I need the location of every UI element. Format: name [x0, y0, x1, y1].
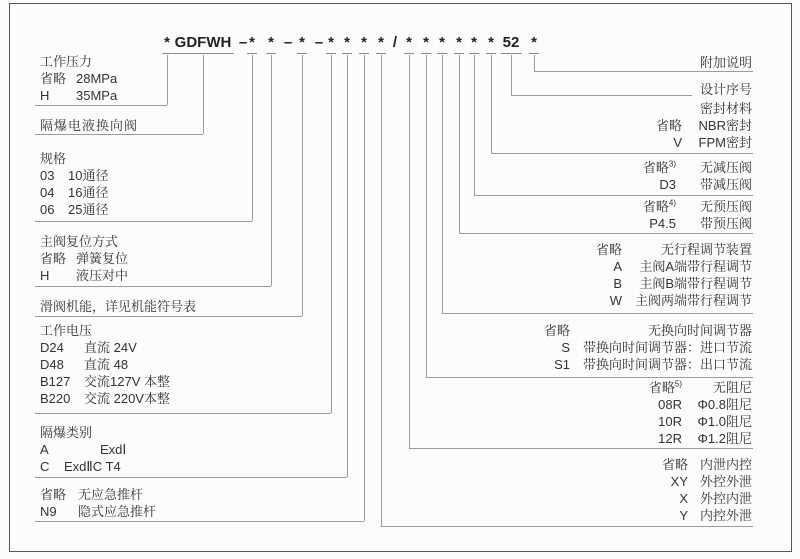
- code-token: *: [162, 34, 172, 54]
- code-token: 52: [501, 34, 522, 54]
- option-row: [40, 184, 108, 201]
- label: 无换向时间调节器: [647, 323, 752, 338]
- option-row: [596, 275, 752, 292]
- code-token: *: [404, 34, 414, 54]
- label: 带换向时间调节器：进口节流: [582, 340, 752, 355]
- leader-line: [35, 521, 364, 522]
- code-token: *: [469, 34, 479, 54]
- explosion-proof-class-block: [40, 424, 126, 475]
- label: NBR密封: [698, 118, 752, 133]
- label: FPM密封: [698, 135, 752, 150]
- label: 主阀复位方式: [40, 234, 119, 249]
- label: 无预压阀: [699, 199, 752, 214]
- block-title: [656, 100, 752, 117]
- label: 隐式应急推杆: [78, 504, 157, 519]
- working-voltage-block: [40, 322, 170, 407]
- leader-line: [459, 55, 460, 233]
- leader-line: [474, 195, 753, 196]
- code: 10R: [658, 414, 682, 429]
- label: 28MPa: [76, 71, 118, 86]
- label: 交流127V 本整: [84, 374, 170, 389]
- leader-line: [364, 55, 365, 521]
- option-row: [656, 134, 752, 151]
- label: 工作压力: [40, 54, 93, 69]
- option-row: [544, 322, 752, 339]
- label: 液压对中: [76, 268, 129, 283]
- leader-line: [302, 55, 303, 316]
- label: 无减压阀: [699, 160, 752, 175]
- leader-line: [459, 233, 753, 234]
- label: Φ1.2阻尼: [697, 431, 752, 446]
- label: 带预压阀: [699, 216, 752, 231]
- leader-line: [271, 55, 272, 286]
- code-separator: –: [238, 34, 248, 51]
- label: 内控外泄: [699, 508, 752, 523]
- code-token: *: [486, 34, 496, 54]
- label: 16通径: [68, 185, 109, 200]
- option-row: [596, 292, 752, 309]
- label: 主阀A端带行程调节: [639, 259, 752, 274]
- code-token: *: [454, 34, 464, 54]
- leader-line: [511, 55, 512, 95]
- label: 附加说明: [699, 55, 752, 70]
- code: D48: [40, 357, 64, 372]
- label: 密封材料: [699, 101, 752, 116]
- leader-line: [35, 286, 271, 287]
- working-pressure-block: [40, 53, 117, 104]
- code: H: [40, 88, 50, 103]
- code: 08R: [658, 397, 682, 412]
- code: B: [613, 276, 622, 291]
- leader-line: [474, 55, 475, 195]
- label: 直流 48: [84, 357, 129, 372]
- block-title: [40, 53, 117, 70]
- leader-line: [35, 413, 331, 414]
- block-title: [700, 81, 752, 98]
- code: D24: [40, 340, 64, 355]
- code: 省略: [40, 251, 67, 266]
- code: Y: [679, 508, 688, 523]
- block-title: [40, 298, 196, 315]
- leader-line: [442, 313, 753, 314]
- code: 省略: [655, 118, 682, 133]
- code: H: [40, 268, 50, 283]
- label: 10通径: [68, 168, 109, 183]
- leader-line: [511, 95, 692, 96]
- code: A: [40, 442, 49, 457]
- leader-line: [203, 55, 204, 134]
- option-row: [40, 486, 156, 503]
- label: ExdⅠ: [100, 442, 127, 457]
- code: 12R: [658, 431, 682, 446]
- label: 带减压阀: [699, 177, 752, 192]
- option-row: [40, 390, 170, 407]
- code: N9: [40, 504, 57, 519]
- code: 04: [40, 185, 55, 200]
- leader-line: [409, 448, 753, 449]
- label: 25通径: [68, 202, 109, 217]
- code: C: [40, 459, 50, 474]
- code: 省略: [543, 323, 570, 338]
- leader-line: [426, 55, 427, 377]
- leader-line: [534, 55, 535, 71]
- leader-line: [252, 55, 253, 221]
- label: Φ1.0阻尼: [697, 414, 752, 429]
- label: 外控外泄: [699, 474, 752, 489]
- code: A: [613, 259, 622, 274]
- footnote-ref: 5): [674, 379, 682, 389]
- leader-line: [491, 153, 753, 154]
- label: 内泄内控: [699, 457, 752, 472]
- leader-line: [331, 55, 332, 413]
- option-row: [40, 503, 156, 520]
- label: 隔爆电液换向阀: [40, 118, 139, 133]
- label: 主阀两端带行程调节: [634, 293, 752, 308]
- label: 交流 220V本整: [84, 391, 170, 406]
- code-token: *: [297, 34, 307, 54]
- reducing-valve-block: [643, 159, 752, 193]
- code-token: *: [247, 34, 257, 54]
- code-token: *: [376, 34, 386, 54]
- label: 无行程调节装置: [660, 242, 752, 257]
- code-token: *: [342, 34, 352, 54]
- stroke-adjuster-block: [596, 241, 752, 309]
- leader-line: [381, 55, 382, 526]
- block-title: [40, 322, 170, 339]
- code: X: [679, 491, 688, 506]
- option-row: [544, 339, 752, 356]
- option-row: [662, 490, 752, 507]
- leader-line: [442, 55, 443, 313]
- code: W: [609, 293, 622, 308]
- label: 主阀B端带行程调节: [639, 276, 752, 291]
- leader-line: [35, 316, 302, 317]
- option-row: [40, 356, 170, 373]
- label: 设计序号: [699, 82, 752, 97]
- seal-material-block: [656, 100, 752, 151]
- code-token: *: [437, 34, 447, 54]
- option-row: [662, 507, 752, 524]
- leader-line: [381, 526, 753, 527]
- option-row: [649, 396, 752, 413]
- additional-note-block: [700, 54, 752, 71]
- option-row: [40, 458, 126, 475]
- option-row: [40, 250, 128, 267]
- label: ExdⅡC T4: [64, 459, 121, 474]
- code-separator: –: [283, 34, 293, 51]
- main-valve-reset-block: [40, 233, 128, 284]
- block-title: [700, 54, 752, 71]
- option-row: [40, 167, 108, 184]
- footnote-ref: 3): [668, 159, 676, 169]
- code-token: *: [529, 34, 539, 54]
- leader-line: [491, 55, 492, 153]
- leader-line: [167, 55, 168, 105]
- option-row: [643, 159, 752, 176]
- emergency-pushrod-block: [40, 486, 156, 520]
- switching-time-adjuster-block: [544, 322, 752, 373]
- code: S: [561, 340, 570, 355]
- option-row: [649, 413, 752, 430]
- option-row: [643, 215, 752, 232]
- option-row: [40, 70, 117, 87]
- leader-line: [409, 55, 410, 448]
- code: [643, 159, 676, 176]
- design-series-block: [700, 81, 752, 98]
- code: 03: [40, 168, 55, 183]
- label: 无应急推杆: [78, 487, 144, 502]
- option-row: [596, 258, 752, 275]
- leader-line: [35, 105, 167, 106]
- code: B127: [40, 374, 71, 389]
- code: V: [673, 135, 682, 150]
- code: 省略: [661, 457, 688, 472]
- preload-valve-block: [643, 198, 752, 232]
- damping-block: [649, 379, 752, 447]
- code: [649, 379, 682, 396]
- code: [643, 198, 676, 215]
- code-separator: –: [314, 34, 324, 51]
- code-text: 省略: [648, 380, 675, 395]
- label: 带换向时间调节器：出口节流: [582, 357, 752, 372]
- leader-line: [534, 71, 753, 72]
- option-row: [40, 441, 126, 458]
- valve-name-block: [40, 117, 138, 134]
- option-row: [649, 379, 752, 396]
- code-token: *: [326, 34, 336, 54]
- code-token: *: [266, 34, 276, 54]
- option-row: [596, 241, 752, 258]
- label: 无阻尼: [712, 380, 752, 395]
- label: Φ0.8阻尼: [697, 397, 752, 412]
- leader-line: [426, 377, 753, 378]
- label: 弹簧复位: [76, 251, 129, 266]
- option-row: [40, 201, 108, 218]
- code-token: *: [421, 34, 431, 54]
- code: S1: [554, 357, 570, 372]
- option-row: [544, 356, 752, 373]
- leader-line: [35, 477, 347, 478]
- code: 06: [40, 202, 55, 217]
- code-separator: /: [392, 34, 398, 51]
- block-title: [40, 117, 138, 134]
- code-token: GDFWH: [173, 34, 234, 54]
- code: 省略: [40, 487, 67, 502]
- code-token: *: [359, 34, 369, 54]
- option-row: [40, 339, 170, 356]
- size-spec-block: [40, 150, 108, 218]
- code: P4.5: [649, 216, 676, 231]
- option-row: [662, 473, 752, 490]
- leader-line: [35, 221, 252, 222]
- option-row: [40, 373, 170, 390]
- option-row: [643, 176, 752, 193]
- option-row: [649, 430, 752, 447]
- code-text: 省略: [642, 160, 669, 175]
- leader-line: [347, 55, 348, 477]
- block-title: [40, 424, 126, 441]
- code: B220: [40, 391, 71, 406]
- spool-function-block: [40, 298, 196, 315]
- leader-line: [35, 134, 203, 135]
- label: 35MPa: [76, 88, 118, 103]
- code: XY: [670, 474, 688, 489]
- code-text: 省略: [642, 199, 669, 214]
- code: 省略: [40, 71, 67, 86]
- code: 省略: [595, 242, 622, 257]
- label: 隔爆类别: [40, 425, 93, 440]
- option-row: [662, 456, 752, 473]
- footnote-ref: 4): [668, 198, 676, 208]
- block-title: [40, 233, 128, 250]
- option-row: [40, 267, 128, 284]
- label: 滑阀机能，详见机能符号表: [40, 299, 197, 314]
- block-title: [40, 150, 108, 167]
- label: 规格: [40, 151, 67, 166]
- option-row: [656, 117, 752, 134]
- label: 直流 24V: [84, 340, 137, 355]
- label: 外控内泄: [699, 491, 752, 506]
- code: D3: [659, 177, 676, 192]
- drain-pilot-config-block: [662, 456, 752, 524]
- option-row: [643, 198, 752, 215]
- option-row: [40, 87, 117, 104]
- label: 工作电压: [40, 323, 93, 338]
